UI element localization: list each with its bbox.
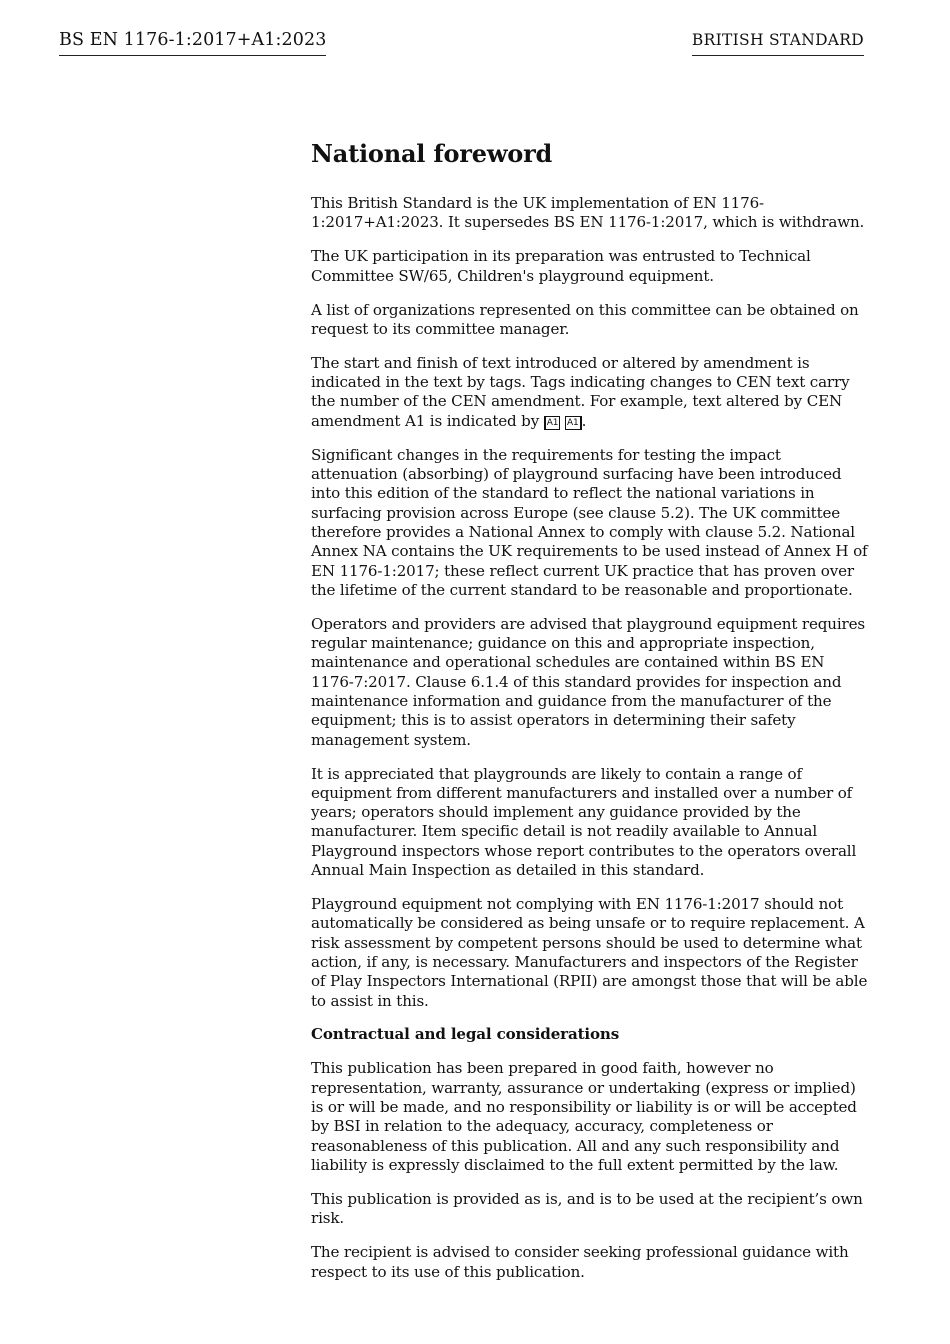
legal-heading: Contractual and legal considerations xyxy=(311,1025,620,1044)
page-title: National foreword xyxy=(311,139,553,168)
document-series: BRITISH STANDARD xyxy=(692,31,864,56)
paragraph-amendment-tags xyxy=(311,354,871,431)
paragraph-maintenance: Operators and providers are advised that playground equipment requires regular maintenance; guidance on this and appropriate inspection, maintenance and operational schedules are contained within BS EN 1176-7:2017. Clause 6.1.4 of this standard provides for inspection and maintenance information and guidance from the manufacturer of the equipment; this is to assist operators in determining their safety management system. xyxy=(311,614,865,749)
foreword-content xyxy=(311,138,871,1297)
amendment-start-tag: A1 xyxy=(544,416,561,430)
paragraph-manufacturers: It is appreciated that playgrounds are likely to contain a range of equipment from different manufacturers and installed over a number of years; operators should implement any guidance provided by the manufacturer. Item specific detail is not readily available to Annual Playground inspectors whose report contributes to the operators overall Annual Main Inspection as detailed in this standard. xyxy=(311,764,857,880)
paragraph-committee: The UK participation in its preparation was entrusted to Technical Committee SW/65, Children's playground equipment. xyxy=(311,247,811,285)
paragraph-good-faith: This publication has been prepared in good faith, however no representation, warranty, assurance or undertaking (express or implied) is or will be made, and no responsibility or liability is or will be accepted by BSI in relation to the adequacy, accuracy, completeness or reasonableness of this publication. All and any such responsibility and liability is expressly disclaimed to the full extent permitted by the law. xyxy=(311,1059,857,1174)
paragraph-professional-guidance: The recipient is advised to consider seeking professional guidance with respect to its use of this publication. xyxy=(311,1243,849,1281)
amendment-end-tag: A1 xyxy=(565,416,582,430)
amendment-tags-end: . xyxy=(581,411,587,430)
paragraph-non-compliance: Playground equipment not complying with EN 1176-1:2017 should not automatically be considered as being unsafe or to require replacement. A risk assessment by competent persons should be used to determine what action, if any, is necessary. Manufacturers and inspectors of the Register of Play Inspectors International (RPII) are amongst those that will be able to assist in this. xyxy=(311,895,868,1010)
paragraph-implementation: This British Standard is the UK implementation of EN 1176-1:2017+A1:2023. It supersedes BS EN 1176-1:2017, which is withdrawn. xyxy=(311,194,865,232)
paragraph-own-risk: This publication is provided as is, and is to be used at the recipient’s own risk. xyxy=(311,1189,863,1228)
paragraph-significant-changes: Significant changes in the requirements for testing the impact attenuation (absorbing) of playground surfacing have been introduced into this edition of the standard to reflect the national variations in surfacing provision across Europe (see clause 5.2). The UK committee therefore provides a National Annex to comply with clause 5.2. National Annex NA contains the UK requirements to be used instead of Annex H of EN 1176-1:2017; these reflect current UK practice that has proven over the lifetime of the current standard to be reasonable and proportionate. xyxy=(311,445,868,599)
amendment-tags-text: The start and finish of text introduced or altered by amendment is indicated in the text by tags. Tags indicating changes to CEN text carry the number of the CEN amendment. For example, text altered by CEN amendment A1 is indicated by xyxy=(311,353,850,430)
paragraph-organizations: A list of organizations represented on this committee can be obtained on request to its committee manager. xyxy=(311,300,859,338)
document-id: BS EN 1176-1:2017+A1:2023 xyxy=(59,30,326,56)
